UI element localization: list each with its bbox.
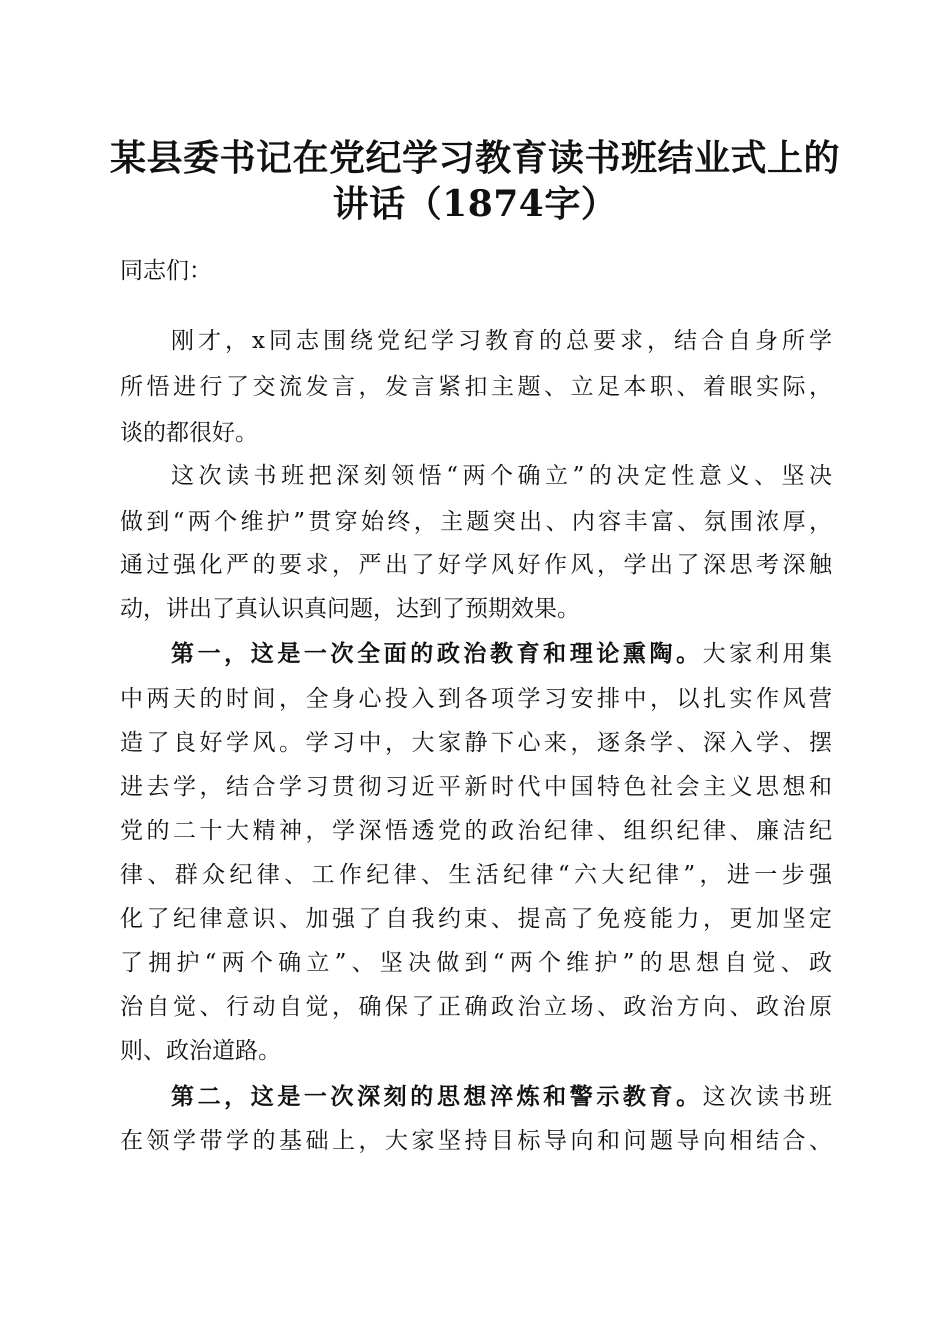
document-title-line-2: 讲话（1874字） <box>332 183 618 225</box>
section-lead-heading: 第一，这是一次全面的政治教育和理论熏陶。 <box>171 640 703 667</box>
paragraph-line: 这次读书班把深刻领悟“两个确立”的决定性意义、坚决 <box>171 463 832 489</box>
paragraph-line: 动，讲出了真认识真问题，达到了预期效果。 <box>120 596 580 622</box>
paragraph-first-line <box>171 1082 832 1112</box>
paragraph-line: 律、群众纪律、工作纪律、生活纪律“六大纪律”，进一步强 <box>120 862 832 888</box>
salutation: 同志们： <box>120 258 212 284</box>
paragraph-first-line <box>171 639 832 669</box>
paragraph-line: 在领学带学的基础上，大家坚持目标导向和问题导向相结合、 <box>120 1128 832 1154</box>
paragraph-line: 做到“两个维护”贯穿始终，主题突出、内容丰富、氛围浓厚， <box>120 509 832 535</box>
paragraph-line: 党的二十大精神，学深悟透党的政治纪律、组织纪律、廉洁纪 <box>120 818 832 844</box>
paragraph-line: 中两天的时间，全身心投入到各项学习安排中，以扎实作风营 <box>120 686 832 712</box>
paragraph-line: 通过强化严的要求，严出了好学风好作风，学出了深思考深触 <box>120 552 832 578</box>
paragraph-line: 造了良好学风。学习中，大家静下心来，逐条学、深入学、摆 <box>120 730 832 756</box>
paragraph-line: 进去学，结合学习贯彻习近平新时代中国特色社会主义思想和 <box>120 774 832 800</box>
document-title-line-1: 某县委书记在党纪学习教育读书班结业式上的 <box>109 137 840 179</box>
paragraph-line: 刚才，x同志围绕党纪学习教育的总要求，结合自身所学 <box>171 328 832 354</box>
paragraph-line: 则、政治道路。 <box>120 1038 281 1064</box>
paragraph-line: 治自觉、行动自觉，确保了正确政治立场、政治方向、政治原 <box>120 994 832 1020</box>
paragraph-line: 了拥护“两个确立”、坚决做到“两个维护”的思想自觉、政 <box>120 950 832 976</box>
section-lead-heading: 第二，这是一次深刻的思想淬炼和警示教育。 <box>171 1083 703 1110</box>
paragraph-line: 所悟进行了交流发言，发言紧扣主题、立足本职、着眼实际， <box>120 374 832 400</box>
paragraph-text: 这次读书班 <box>702 1084 832 1110</box>
paragraph-text: 大家利用集 <box>702 641 832 667</box>
paragraph-line: 谈的都很好。 <box>120 420 258 446</box>
paragraph-line: 化了纪律意识、加强了自我约束、提高了免疫能力，更加坚定 <box>120 906 832 932</box>
